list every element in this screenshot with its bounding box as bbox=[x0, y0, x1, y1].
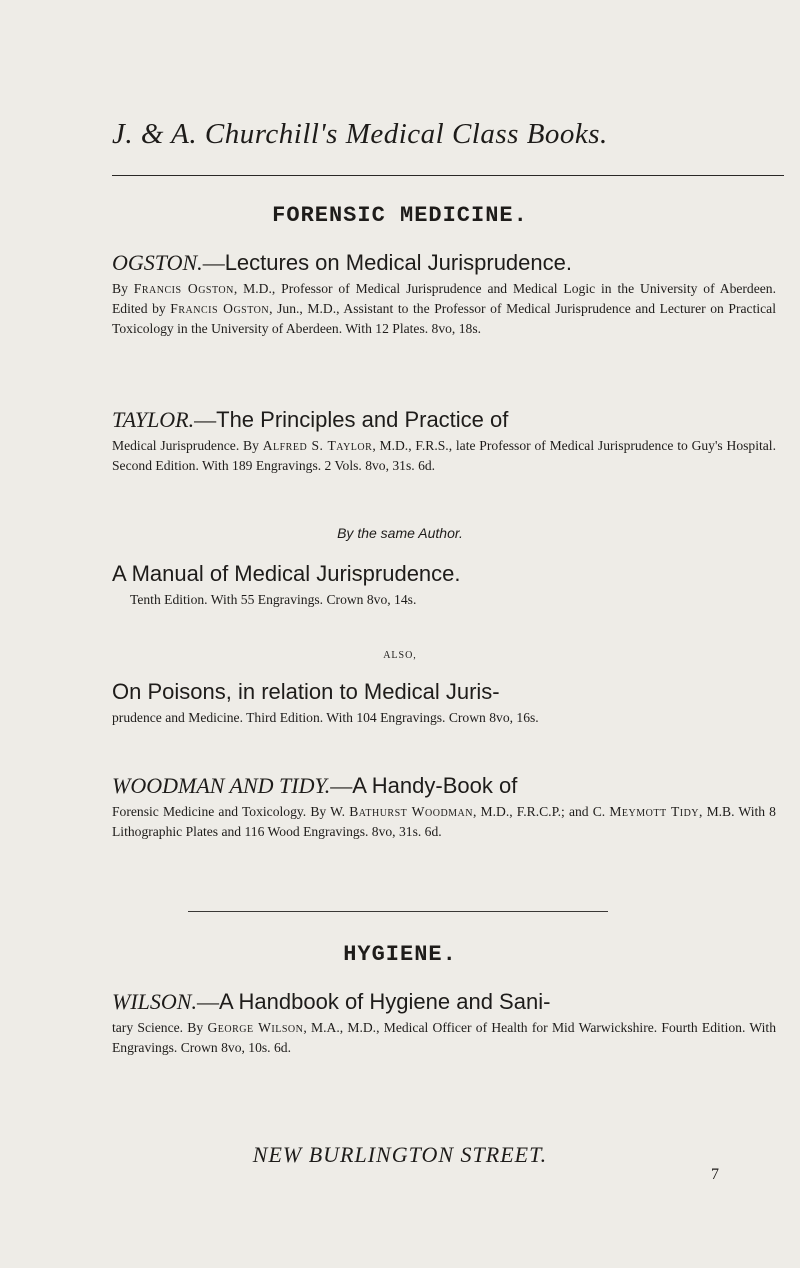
desc-part: tary Science. By bbox=[112, 1020, 208, 1035]
entry-description bbox=[112, 279, 776, 339]
desc-part: Medical Jurisprudence. By bbox=[112, 438, 263, 453]
entry-taylor bbox=[112, 404, 776, 476]
entry-dash: — bbox=[194, 407, 217, 432]
desc-part: , M.D., Professor of Medical Jurisprudence and Medical Logic in the University of Aberdeen. Edited by bbox=[112, 281, 776, 316]
entry-wilson bbox=[112, 986, 776, 1058]
section-title-hygiene: HYGIENE. bbox=[343, 942, 457, 967]
entry-author: WOODMAN AND TIDY. bbox=[112, 773, 331, 798]
entry-title: A Manual of Medical Jurisprudence. bbox=[112, 561, 461, 586]
entry-description bbox=[112, 708, 776, 728]
desc-part: , M.D., F.R.C.P.; and C. bbox=[473, 804, 610, 819]
running-head: J. & A. Churchill's Medical Class Books. bbox=[112, 118, 608, 150]
entry-dash: — bbox=[196, 989, 219, 1014]
page-number: 7 bbox=[711, 1166, 719, 1183]
section-title-forensic-medicine: FORENSIC MEDICINE. bbox=[272, 203, 528, 228]
desc-part: By bbox=[112, 281, 134, 296]
footer-street: NEW BURLINGTON STREET. bbox=[252, 1142, 548, 1167]
entry-description bbox=[112, 802, 776, 842]
desc-part: Tenth Edition. With 55 Engravings. Crown 8vo, 14s. bbox=[130, 592, 417, 607]
desc-person-name: Bathurst Woodman bbox=[349, 804, 473, 819]
desc-part: Forensic Medicine and Toxicology. By W. bbox=[112, 804, 350, 819]
entry-title: A Handy-Book of bbox=[352, 773, 518, 798]
entry-manual-medical-jurisprudence bbox=[112, 558, 776, 610]
header-rule bbox=[112, 175, 784, 176]
entry-author: OGSTON. bbox=[112, 250, 203, 275]
desc-part: , M.A., M.D., Medical Officer of Health for Mid Warwickshire. Fourth Edition. With Engravings. Crown 8vo, 10s. 6d. bbox=[112, 1020, 776, 1055]
entry-woodman-and-tidy bbox=[112, 770, 776, 842]
entry-on-poisons bbox=[112, 676, 776, 728]
desc-person-name: Meymott Tidy bbox=[609, 804, 700, 819]
entry-author: TAYLOR. bbox=[112, 407, 195, 432]
desc-person-name: Francis Ogston bbox=[133, 281, 234, 296]
desc-person-name: George Wilson bbox=[207, 1020, 304, 1035]
desc-part: , M.B. With 8 Lithographic Plates and 116 Wood Engravings. 8vo, 31s. 6d. bbox=[112, 804, 776, 839]
entry-title: A Handbook of Hygiene and Sani- bbox=[218, 989, 551, 1014]
desc-part: , Jun., M.D., Assistant to the Professor of Medical Jurisprudence and Lecturer on Practical Toxicology in the University of Aberdeen. With 12 Plates. 8vo, 18s. bbox=[112, 301, 776, 336]
entry-author: WILSON. bbox=[112, 989, 197, 1014]
entry-title: On Poisons, in relation to Medical Juris- bbox=[112, 679, 500, 704]
entry-description bbox=[112, 436, 776, 476]
entry-dash: — bbox=[330, 773, 353, 798]
entry-title: The Principles and Practice of bbox=[216, 407, 509, 432]
entry-dash: — bbox=[202, 250, 225, 275]
entry-description bbox=[112, 590, 776, 610]
entry-title: Lectures on Medical Jurisprudence. bbox=[224, 250, 572, 275]
entry-ogston bbox=[112, 247, 776, 339]
also-label: ALSO, bbox=[383, 650, 417, 661]
entry-description bbox=[112, 1018, 776, 1058]
desc-part: prudence and Medicine. Third Edition. With 104 Engravings. Crown 8vo, 16s. bbox=[112, 710, 539, 725]
desc-part: , M.D., F.R.S., late Professor of Medical Jurisprudence to Guy's Hospital. Second Edition. With 189 Engravings. 2 Vols. 8vo, 31s. 6d. bbox=[112, 438, 776, 473]
same-author-note: By the same Author. bbox=[337, 525, 463, 541]
desc-person-name: Alfred S. Taylor bbox=[262, 438, 373, 453]
desc-person-name: Francis Ogston bbox=[170, 301, 270, 316]
section-divider bbox=[188, 911, 608, 912]
